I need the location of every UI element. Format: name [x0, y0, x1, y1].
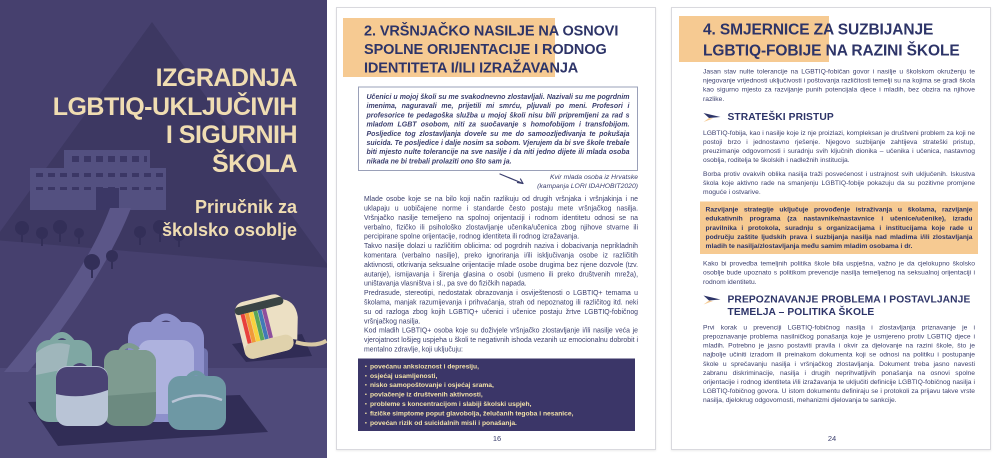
school-door [96, 188, 119, 210]
cover-page [0, 0, 327, 458]
backpack-light [56, 365, 108, 426]
paragraph: Kako bi provedba temeljnih politika škole bila uspješna, važno je da cjelokupno školsko osoblje bude upoznato s politikom prevencije nasilja temeljenog na seksualnoj orijentaciji i rodnom identitetu. [703, 259, 975, 286]
list-item: ▪ nisko samopoštovanje i osjećaj srama, [365, 381, 628, 390]
rainbow-backpack [233, 284, 327, 361]
quote-tail-arrow-icon [497, 173, 532, 188]
heading-line: 2. VRŠNJAČKO NASILJE NA OSNOVI [364, 23, 619, 39]
backpack-blue [168, 373, 226, 430]
heading-line: SPOLNE ORIJENTACIJE I RODNOG [364, 41, 607, 58]
paper-plane-icon [703, 112, 721, 123]
attribution-line: (kampanja LORI IDAHOBIT2020) [537, 181, 638, 190]
list-item: ▪ povlačenje iz društvenih aktivnosti, [365, 390, 628, 399]
cover-subtitle [162, 196, 297, 242]
paper-plane-icon [703, 294, 721, 305]
heading-line: LGBTIQ-FOBIJE NA RAZINI ŠKOLE [703, 41, 960, 59]
heading-line: 4. SMJERNICE ZA SUZBIJANJE [703, 20, 934, 38]
section-title: STRATEŠKI PRISTUP [727, 110, 834, 123]
list-item: ▪ probleme s koncentracijom i slabiji školski uspjeh, [365, 399, 628, 408]
page-24-heading-block [703, 8, 975, 61]
paragraph: LGBTIQ-fobija, kao i nasilje koje iz nje proizlazi, kompleksan je društveni problem za koji ne postoji brzo i jednostavno rješenje. Njegovo suzbijanje zahtijeva strateški pristup, preuzimanje odgovornosti i suradnju svih ključnih dionika – učenika i učenica, nastavnog osoblja, roditelja te školskih i nadležnih institucija. [703, 128, 975, 164]
page-24-heading [703, 19, 975, 61]
page-24 [671, 7, 991, 450]
highlighted-paragraph: Razvijanje strategije uključuje provođenje istraživanja u školama, razvijanje edukativnih programa (za nastavnike/nastavnice i učenice/učenike), izradu pravilnika i protokola, suradnju s organizacijama i institucijama koje rade u području zaštite ljudskih prava i suzbijanja nasilja nad mladima i/ili zlostavljanja mladih te nasilja/zlostavljanja među samim mladim osobama i dr. [700, 202, 978, 255]
quote-attribution [537, 173, 638, 191]
section-title-line: TEMELJA – POLITIKA ŠKOLE [727, 305, 875, 318]
paragraph: Mlade osobe koje se na bilo koji način razlikuju od drugih vršnjaka i vršnjakinja i ne uklapaju u uobičajene norme i standarde često postaju mete vršnjačkog nasilja. Vršnjačko nasilje temeljeno na spolnoj orijentaciji i rodnom identitetu odnosi se na verbalno, fizičko ili psihološko zlostavljanje učenika/učenica zbog njihove stvarne ili percipirane spolne orijentacije, rodnog identiteta ili rodnog izražavanja. [364, 195, 638, 241]
attribution-line: Kvir mlada osoba iz Hrvatske [549, 173, 638, 181]
paragraph: Borba protiv ovakvih oblika nasilja traži posvećenost i ustrajnost svih uključenih. Iskustva škola koje aktivno rade na smanjenju LGBTIQ-fobije pokazuju da su pozitivne promjene moguće i ostvarive. [703, 169, 975, 196]
section-title [728, 293, 971, 318]
page-16-body [364, 195, 638, 355]
section-title-line: PREPOZNAVANJE PROBLEMA I POSTAVLJANJE [727, 293, 971, 305]
page-16 [336, 7, 656, 450]
effects-list [365, 362, 628, 428]
paragraph: Takvo nasilje dolazi u različitim oblicima: od pogrdnih naziva i dobacivanja neprikladnih komentara (verbalno nasilje), preko ignoriranja i/ili isključivanja osobe iz različitih aktivnosti, otkrivanja seksualne orijentacije mlade osobe drugima bez njene dozvole (tzv. autanje), ismijavanja i širenja glasina o osobi (usmeno ili preko društvenih mreža), uništavanja vlasništva i sl., pa sve do fizičkih napada. [364, 242, 638, 288]
page-16-heading-block [364, 8, 638, 78]
list-item: ▪ fizičke simptome poput glavobolja, želučanih tegoba i nesanice, [365, 409, 628, 418]
paragraph: Jasan stav nulte tolerancije na LGBTIQ-fobičan govor i nasilje u školskom okruženju te njegovanje vrijednosti uključivosti i poštovanja različitosti temelji su na kojima se gradi škola kao sigurno mjesto za razvijanje punih potencijala djece i mladih, bez obzira na njihove razlike. [703, 67, 975, 103]
cover-subtitle-line: Priručnik za [194, 197, 297, 217]
cover-title-line: LGBTIQ-UKLJUČIVIH [52, 92, 297, 121]
section-prepoznavanje-problema [703, 293, 975, 318]
testimonial-quote-box: Učenici u mojoj školi su me svakodnevno zlostavljali. Nazivali su me pogrdnim imenima, naguravali me, prijetili mi smrću, pljuvali po meni. Profesori i profesorice te pedagoška služba u mojoj školi nisu bili pripremljeni za rad s mladom LGBT osobom, niti za suočavanje s homofobijom i transfobijom. Posljedice tog zlostavljanja dovele su me do samoozljeđivanja te pokušaja suicida. Te posljedice i dalje nosim sa sobom. Vjerujem da bi sve škole trebale biti mjesto nulte tolerancije na sve nasilje i da niti jedno dijete ili mlada osoba nikada ne bi trebali prolaziti ono što sam ja. [358, 87, 638, 172]
paragraph: Prvi korak u prevenciji LGBTIQ-fobičnog nasilja i zlostavljanja priznavanje je i prepoznavanje problema nasilničkog ponašanja koje je usmjereno protiv LGBTIQ djece i mladih. Potrebno je jasno postaviti pravila i okvir za djelovanje na razini škole, što je najbolje učiniti izradom ili preinakom dokumenta koji se odnosi na politiku i postupanje škole u sprečavanju nasilja i vršnjačkog zlostavljanja. Dokument treba jasno navesti zabranu diskriminacije, nasilja i drugih neprihvatljivih ponašanja na osnovi spolne orijentacije i rodnog identiteta i/ili izražavanja te uključiti definicije LGBTIQ-fobičnog nasilja i LGBTIQ-fobičnog govora. U istom dokumentu definiraju se i protokoli za prijavu takve vrste nasilja, djelokrug odgovornosti, mehanizmi djelovanja te sankcije. [703, 323, 975, 404]
cover-title [53, 64, 297, 178]
cover-title-line: I SIGURNIH [165, 121, 297, 149]
paragraph-lead-in: Kod mladih LGBTIQ+ osoba koje su doživjele vršnjačko zlostavljanje i/ili nasilje veća je vjerojatnost lošijeg uspjeha u školi te negativnih ishoda vezanih uz emocionalnu dobrobit i mentalno zdravlje, koji uključuju: [364, 326, 638, 353]
page-16-heading [364, 21, 638, 78]
list-item: ▪ povećanu anksioznost i depresiju, [365, 362, 628, 371]
cover-subtitle-line: školsko osoblje [161, 220, 297, 240]
effects-list-box [358, 358, 635, 431]
heading-line: IDENTITETA I/ILI IZRAŽAVANJA [364, 60, 579, 76]
backpack-sage [104, 345, 156, 426]
cover-title-line: IZGRADNJA [155, 64, 297, 92]
backpack-group [36, 317, 226, 430]
list-item: ▪ osjećaj usamljenosti, [365, 371, 628, 380]
cover-title-line: ŠKOLA [212, 149, 297, 178]
quote-attribution-row [364, 173, 638, 191]
page-number: 24 [827, 434, 837, 443]
paragraph: Predrasude, stereotipi, nedostatak obrazovanja i osviještenosti o LGBTIQ+ temama u školama, manjak razumijevanja i prihvaćanja, strah od nepoznatog ili različitog itd. neki su od razloga zbog kojih LGBTIQ+ učenici i učenice postaju žrtve LGBTIQ-fobičnog vršnjačkog nasilja. [364, 289, 638, 325]
list-item: ▪ povećan rizik od suicidalnih misli i ponašanja. [365, 418, 628, 427]
page-number: 16 [492, 434, 502, 443]
section-strateski-pristup [703, 110, 975, 123]
